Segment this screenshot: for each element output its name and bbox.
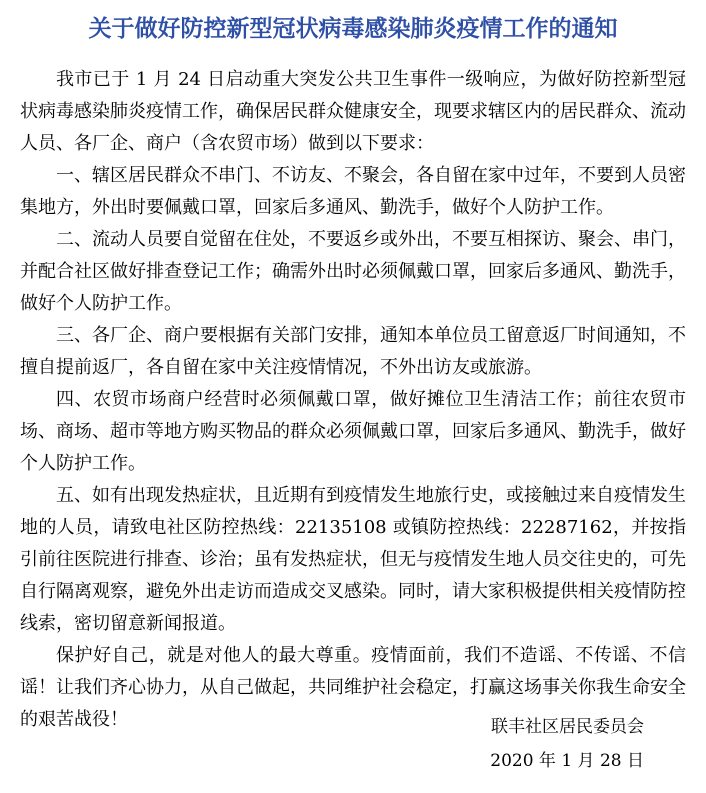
notice-body (20, 64, 686, 736)
item-4-paragraph: 四、农贸市场商户经营时必须佩戴口罩，做好摊位卫生清洁工作；前往农贸市场、商场、超市等地方购买物品的群众必须佩戴口罩，回家后多通风、勤洗手，做好个人防护工作。 (20, 389, 686, 474)
closing-paragraph: 保护好自己，就是对他人的最大尊重。疫情面前，我们不造谣、不传谣、不信谣！让我们齐心协力，从自己做起，共同维护社会稳定，打赢这场事关你我生命安全的艰苦战役！ (20, 645, 686, 730)
signature-block (490, 713, 644, 775)
item-2-paragraph: 二、流动人员要自觉留在住处，不要返乡或外出，不要互相探访、聚会、串门，并配合社区做好排查登记工作；确需外出时必须佩戴口罩，回家后多通风、勤洗手，做好个人防护工作。 (20, 229, 686, 314)
issuer-name: 联丰社区居民委员会 (491, 717, 644, 737)
issue-date: 2020 年 1 月 28 日 (490, 751, 644, 771)
notice-title: 关于做好防控新型冠状病毒感染肺炎疫情工作的通知 (88, 16, 618, 42)
item-1-paragraph: 一、辖区居民群众不串门、不访友、不聚会，各自留在家中过年，不要到人员密集地方，外出时要佩戴口罩，回家后多通风、勤洗手，做好个人防护工作。 (20, 165, 686, 218)
item-5-paragraph: 五、如有出现发热症状，且近期有到疫情发生地旅行史，或接触过来自疫情发生地的人员，请致电社区防控热线：22135108 或镇防控热线：22287162，并按指引前往医院进行排查、诊治；虽有发热症状，但无与疫情发生地人员交往史的，可先自行隔离观察，避免外出走访而造成交叉感染。同时，请大家积极提供相关疫情防控线索，密切留意新闻报道。 (20, 485, 686, 634)
intro-paragraph: 我市已于 1 月 24 日启动重大突发公共卫生事件一级响应，为做好防控新型冠状病毒感染肺炎疫情工作，确保居民群众健康安全，现要求辖区内的居民群众、流动人员、各厂企、商户（含农贸市场）做到以下要求： (20, 69, 686, 154)
item-3-paragraph: 三、各厂企、商户要根据有关部门安排，通知本单位员工留意返厂时间通知，不擅自提前返厂，各自留在家中关注疫情情况，不外出访友或旅游。 (20, 325, 686, 378)
